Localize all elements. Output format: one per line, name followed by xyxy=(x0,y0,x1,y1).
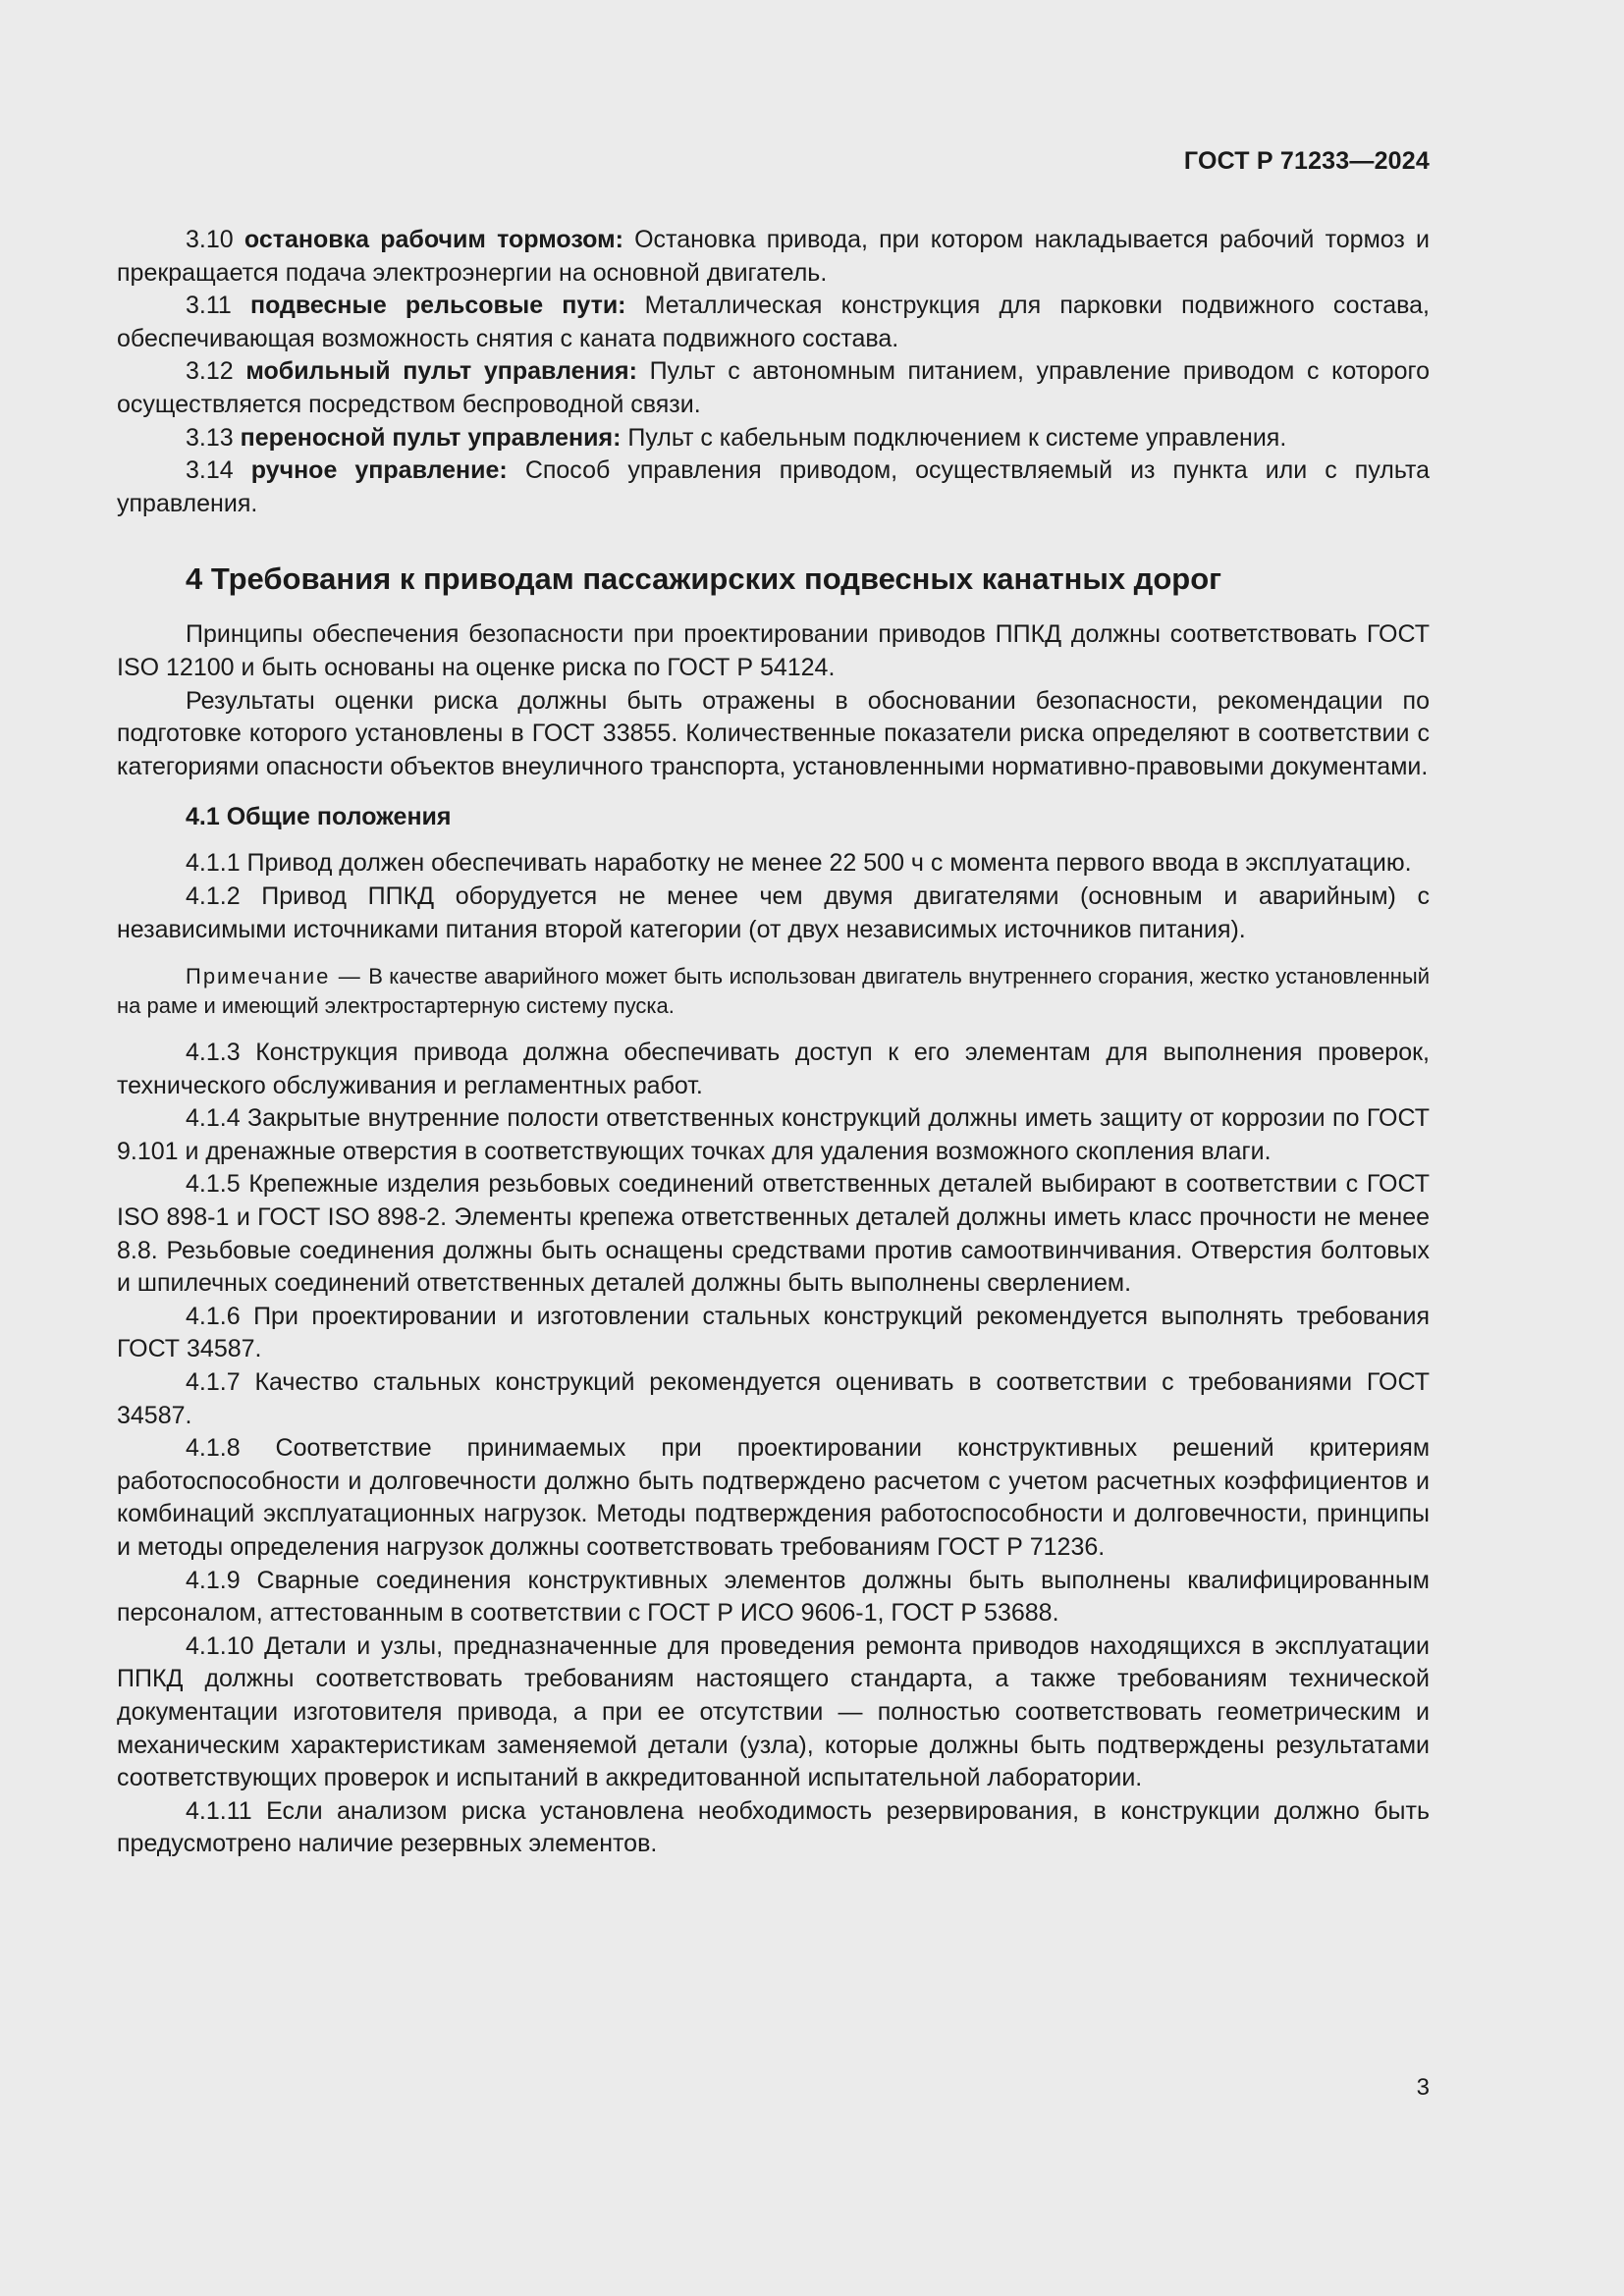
clause-4-1-10: 4.1.10 Детали и узлы, предназначенные для проведения ремонта приводов находящихся в эксплуатации ППКД должны соответствовать требованиям настоящего стандарта, а также требованиям технической документации изготовителя привода, а при ее отсутствии — полностью соответствовать геометрическим и механическим характеристикам заменяемой детали (узла), которые должны быть подтверждены результатами соответствующих проверок и испытаний в аккредитованной испытательной лаборатории. xyxy=(117,1631,1430,1792)
note-label: Примечание — xyxy=(186,964,362,989)
term-3-14: 3.14 ручное управление: Способ управления приводом, осуществляемый из пункта или с пульта управления. xyxy=(117,456,1431,517)
term-3-13: 3.13 переносной пульт управления: Пульт с кабельным подключением к системе управления. xyxy=(186,423,1287,452)
section-4-1-heading: 4.1 Общие положения xyxy=(186,803,452,831)
clause-4-1-5: 4.1.5 Крепежные изделия резьбовых соединений ответственных деталей выбирают в соответствии с ГОСТ ISO 898-1 и ГОСТ ISO 898-2. Элементы крепежа ответственных деталей должны иметь класс прочности не менее 8.8. Резьбовые соединения должны быть оснащены средствами против самоотвинчивания. Отверстия болтовых и шпилечных соединений ответственных деталей должны быть выполнены сверлением. xyxy=(117,1170,1430,1298)
standard-code: ГОСТ Р 71233—2024 xyxy=(1183,147,1430,175)
term-3-12: 3.12 мобильный пульт управления: Пульт с автономным питанием, управление приводом с которого осуществляется посредством беспроводной связи. xyxy=(117,357,1431,418)
term-3-11: 3.11 подвесные рельсовые пути: Металлическая конструкция для парковки подвижного состава, обеспечивающая возможность снятия с каната подвижного состава. xyxy=(117,292,1431,352)
note-text: В качестве аварийного может быть использован двигатель внутреннего сгорания, жестко установленный на раме и имеющий электростартерную систему пуска. xyxy=(117,964,1430,1019)
clause-4-1-4: 4.1.4 Закрытые внутренние полости ответственных конструкций должны иметь защиту от коррозии по ГОСТ 9.101 и дренажные отверстия в соответствующих точках для удаления возможного скопления влаги. xyxy=(117,1104,1430,1165)
section-4-paragraph-2: Результаты оценки риска должны быть отражены в обосновании безопасности, рекомендации по подготовке которого установлены в ГОСТ 33855. Количественные показатели риска определяют в соответствии с категориями опасности объектов внеуличного транспорта, установленными нормативно-правовыми документами. xyxy=(117,686,1430,780)
clause-4-1-7: 4.1.7 Качество стальных конструкций рекомендуется оценивать в соответствии с требованиями ГОСТ 34587. xyxy=(117,1368,1430,1429)
section-4-paragraph-1: Принципы обеспечения безопасности при проектировании приводов ППКД должны соответствовать ГОСТ ISO 12100 и быть основаны на оценке риска по ГОСТ Р 54124. xyxy=(117,620,1430,681)
page-number: 3 xyxy=(1416,2074,1430,2101)
clause-4-1-3: 4.1.3 Конструкция привода должна обеспечивать доступ к его элементам для выполнения проверок, технического обслуживания и регламентных работ. xyxy=(117,1039,1430,1099)
clause-4-1-1: 4.1.1 Привод должен обеспечивать наработку не менее 22 500 ч с момента первого ввода в эксплуатацию. xyxy=(186,849,1412,878)
clause-4-1-6: 4.1.6 При проектировании и изготовлении стальных конструкций рекомендуется выполнять требования ГОСТ 34587. xyxy=(117,1302,1430,1363)
clause-4-1-11: 4.1.11 Если анализом риска установлена необходимость резервирования, в конструкции должно быть предусмотрено наличие резервных элементов. xyxy=(117,1796,1430,1858)
section-4-heading: 4 Требования к приводам пассажирских подвесных канатных дорог xyxy=(186,561,1222,597)
clause-4-1-2: 4.1.2 Привод ППКД оборудуется не менее чем двумя двигателями (основным и аварийным) с независимыми источниками питания второй категории (от двух независимых источников питания). xyxy=(117,881,1430,943)
clause-4-1-8: 4.1.8 Соответствие принимаемых при проектировании конструктивных решений критериям работоспособности и долговечности должно быть подтверждено расчетом с учетом расчетных коэффициентов и комбинаций эксплуатационных нагрузок. Методы подтверждения работоспособности и долговечности, принципы и методы определения нагрузок должны соответствовать требованиям ГОСТ Р 71236. xyxy=(117,1434,1430,1561)
term-3-10: 3.10 остановка рабочим тормозом: Остановка привода, при котором накладывается рабочий тормоз и прекращается подача электроэнергии на основной двигатель. xyxy=(117,226,1431,287)
clause-4-1-9: 4.1.9 Сварные соединения конструктивных элементов должны быть выполнены квалифицированным персоналом, аттестованным в соответствии с ГОСТ Р ИСО 9606-1, ГОСТ Р 53688. xyxy=(117,1566,1430,1628)
note xyxy=(117,962,1430,1021)
page-content xyxy=(117,224,1430,1861)
